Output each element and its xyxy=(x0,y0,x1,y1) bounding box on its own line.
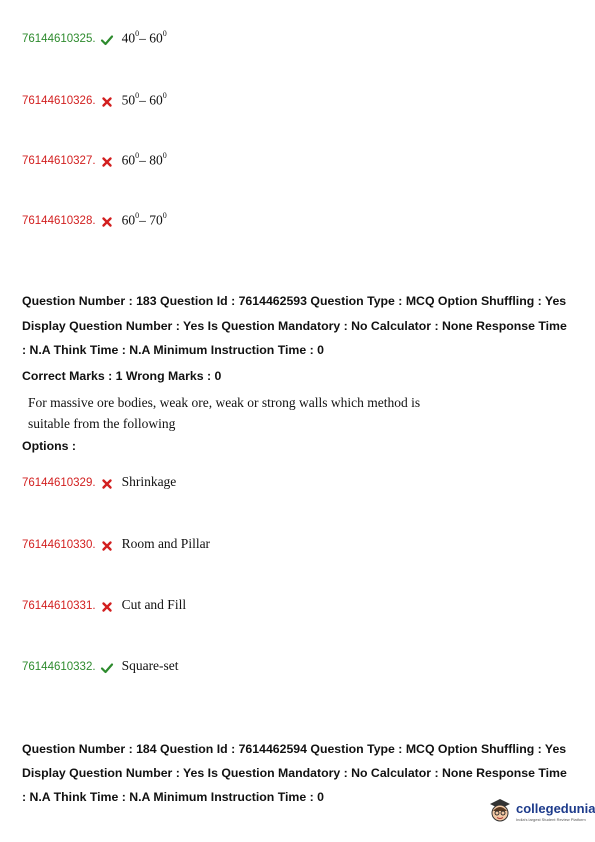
option-row xyxy=(22,597,186,614)
question-text-line: suitable from the following xyxy=(28,416,176,431)
option-row xyxy=(22,92,167,109)
logo-tagline: India's largest Student Review Platform xyxy=(516,816,586,822)
option-id: 76144610327. xyxy=(22,155,96,167)
question-meta: : N.A Think Time : N.A Minimum Instruction Time : 0 xyxy=(22,790,324,804)
cross-icon xyxy=(100,155,114,169)
cross-icon xyxy=(100,477,114,491)
question-meta: Question Number : 184 Question Id : 7614462594 Question Type : MCQ Option Shuffling : Yes xyxy=(22,742,567,756)
option-text: $60^0-$ $70^0$ xyxy=(121,211,167,228)
question-text-line: For massive ore bodies, weak ore, weak or strong walls which method is xyxy=(28,395,421,410)
option-text: Room and Pillar xyxy=(121,536,211,551)
option-id: 76144610326. xyxy=(22,95,96,107)
option-text: Cut and Fill xyxy=(121,597,187,612)
question-meta: Question Number : 183 Question Id : 7614462593 Question Type : MCQ Option Shuffling : Yes xyxy=(22,294,567,308)
options-label: Options : xyxy=(22,439,76,453)
option-text: Shrinkage xyxy=(121,474,177,489)
option-text: Square-set xyxy=(121,658,179,673)
check-icon xyxy=(100,33,114,47)
option-id: 76144610331. xyxy=(22,600,96,612)
option-row xyxy=(22,658,179,675)
question-meta: : N.A Think Time : N.A Minimum Instruction Time : 0 xyxy=(22,343,324,357)
option-text: $60^0-$ $80^0$ xyxy=(121,151,167,168)
option-id: 76144610325. xyxy=(22,33,96,45)
cross-icon xyxy=(100,539,114,553)
option-row xyxy=(22,536,210,553)
option-id: 76144610328. xyxy=(22,215,96,227)
graduate-mascot-icon xyxy=(488,798,512,824)
option-row xyxy=(22,152,167,169)
option-row xyxy=(22,474,176,491)
question-marks: Correct Marks : 1 Wrong Marks : 0 xyxy=(22,369,222,383)
question-meta: Display Question Number : Yes Is Question Mandatory : No Calculator : None Response Time xyxy=(22,766,567,780)
option-text: $50^0-$ $60^0$ xyxy=(121,91,167,108)
cross-icon xyxy=(100,215,114,229)
option-id: 76144610332. xyxy=(22,661,96,673)
logo-name: collegedunia xyxy=(516,800,595,816)
cross-icon xyxy=(100,95,114,109)
option-id: 76144610329. xyxy=(22,477,96,489)
option-id: 76144610330. xyxy=(22,539,96,551)
option-row xyxy=(22,212,167,229)
option-text: $40^0-$ $60^0$ xyxy=(121,29,167,46)
collegedunia-logo xyxy=(488,798,595,824)
cross-icon xyxy=(100,600,114,614)
question-meta: Display Question Number : Yes Is Question Mandatory : No Calculator : None Response Time xyxy=(22,319,567,333)
check-icon xyxy=(100,661,114,675)
option-row xyxy=(22,30,167,47)
question-text xyxy=(28,392,458,434)
